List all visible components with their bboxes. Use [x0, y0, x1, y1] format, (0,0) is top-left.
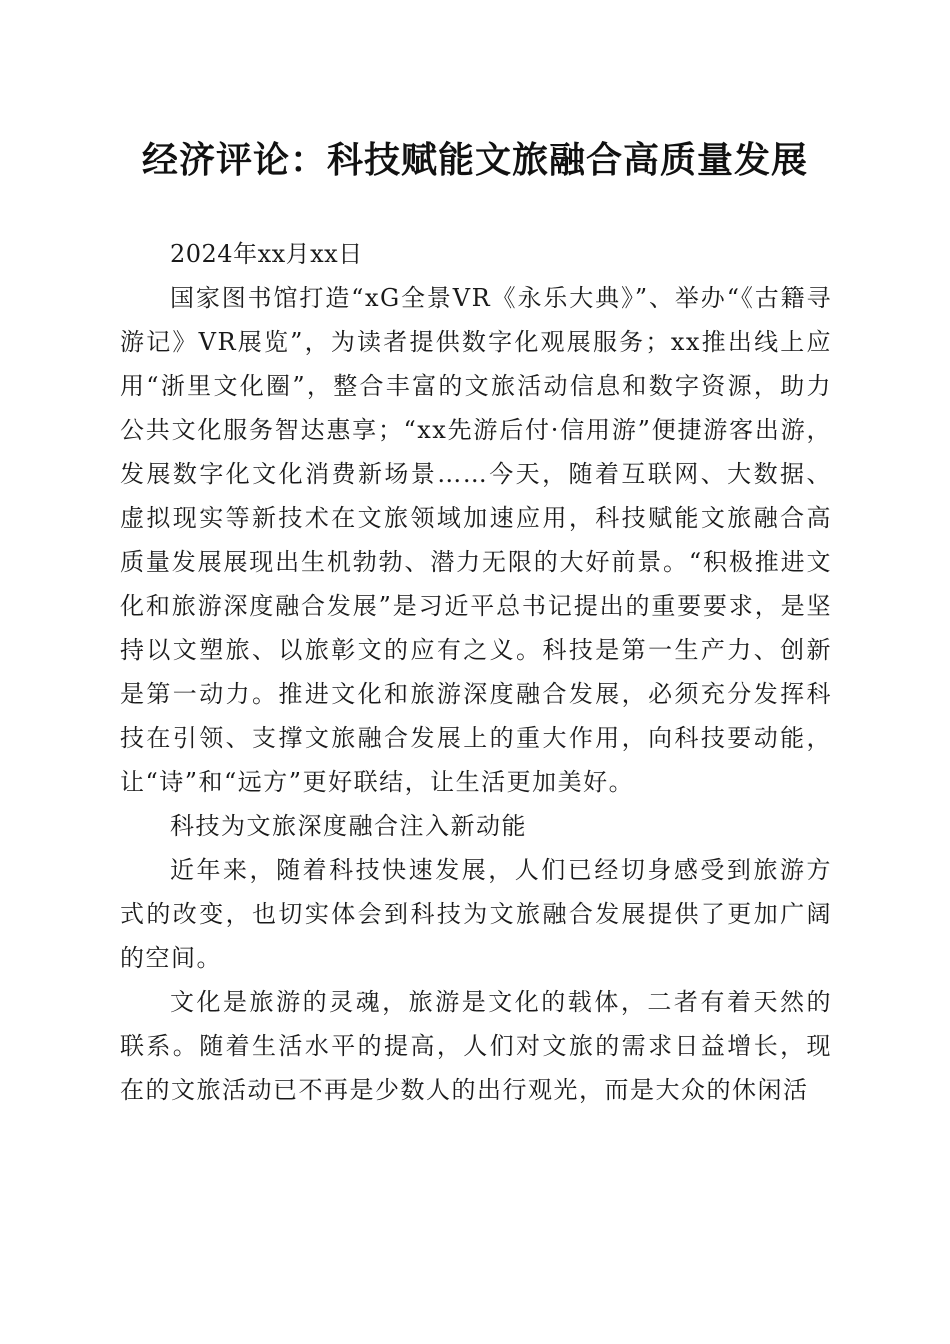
- document-title: 经济评论：科技赋能文旅融合高质量发展: [141, 139, 808, 181]
- paragraph-intro: 国家图书馆打造“xG全景VR《永乐大典》”、举办“《古籍寻游记》VR展览”，为读者提供数字化观展服务；xx推出线上应用“浙里文化圈”，整合丰富的文旅活动信息和数字资源，助力公共文化服务智达惠享；“xx先游后付·信用游”便捷游客出游，发展数字化文化消费新场景……今天，随着互联网、大数据、虚拟现实等新技术在文旅领域加速应用，科技赋能文旅融合高质量发展展现出生机勃勃、潜力无限的大好前景。“积极推进文化和旅游深度融合发展”是习近平总书记提出的重要要求，是坚持以文塑旅、以旅彰文的应有之义。科技是第一生产力、创新是第一动力。推进文化和旅游深度融合发展，必须充分发挥科技在引领、支撑文旅融合发展上的重大作用，向科技要动能，让“诗”和“远方”更好联结，让生活更加美好。: [120, 284, 832, 796]
- paragraph-recent-years: 近年来，随着科技快速发展，人们已经切身感受到旅游方式的改变，也切实体会到科技为文旅融合发展提供了更加广阔的空间。: [120, 856, 832, 972]
- section-heading: 科技为文旅深度融合注入新动能: [170, 812, 527, 840]
- publish-date: 2024年xx月xx日: [170, 240, 363, 268]
- paragraph-culture-tourism: 文化是旅游的灵魂，旅游是文化的载体，二者有着天然的联系。随着生活水平的提高，人们对文旅的需求日益增长，现在的文旅活动已不再是少数人的出行观光，而是大众的休闲活: [120, 988, 832, 1104]
- document-body: [120, 232, 832, 1112]
